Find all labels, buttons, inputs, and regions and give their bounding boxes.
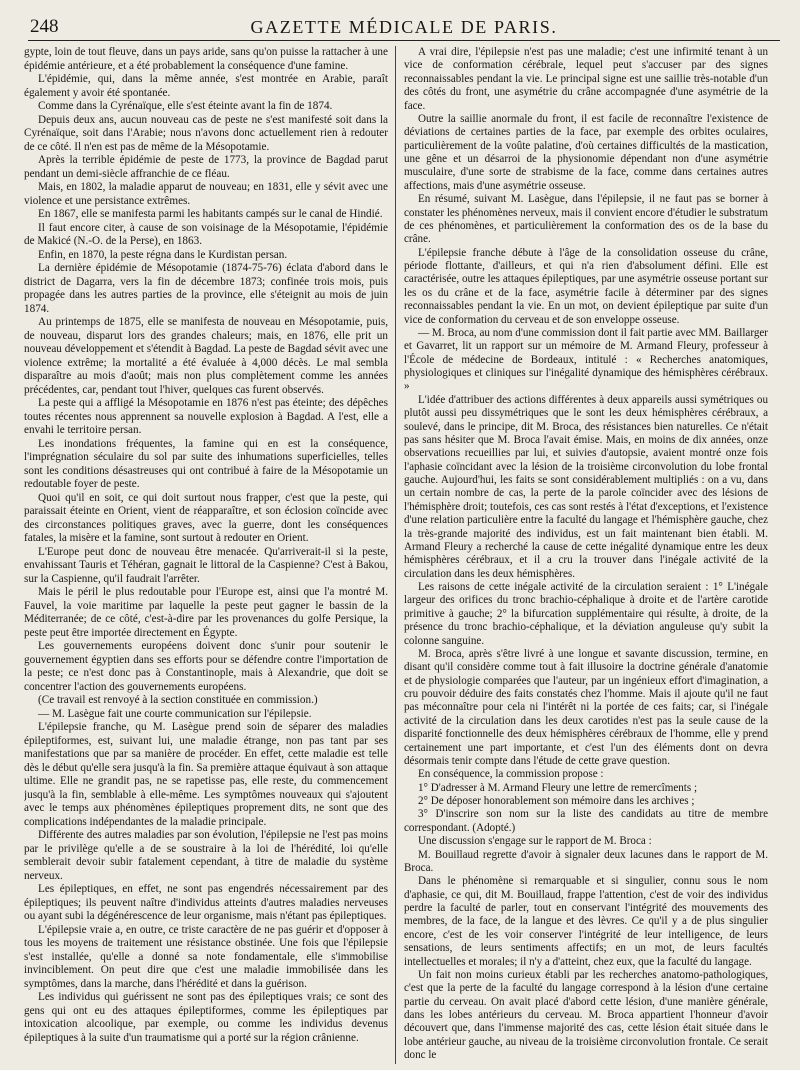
paragraph: 3° D'inscrire son nom sur la liste des candidats au titre de membre correspondant. (Adopté.) [404, 808, 768, 834]
paragraph: A vrai dire, l'épilepsie n'est pas une maladie; c'est une infirmité tenant à un vice de conformation cérébrale, lequel peut s'accuser par des signes reconnaissables pendant la vie. Le principal signe est une saillie très-notable d'un des côtés du front, une asymétrie du crâne accompagnée d'une asymétrie de la face. [404, 46, 768, 112]
paragraph: En conséquence, la commission propose : [418, 768, 604, 781]
paragraph: Les individus qui guérissent ne sont pas des épileptiques vrais; ce sont des gens qui ont eu des attaques épileptiformes, comme les épileptiques par intoxication alcoolique, par exemple, ou comme les individus devenus épileptiques à la suite d'un traumatisme qui a porté sur la région crânienne. [24, 991, 388, 1044]
paragraph: L'épidémie, qui, dans la même année, s'est montrée en Arabie, paraît également y avoir été spontanée. [24, 73, 388, 99]
paragraph: L'Europe peut donc de nouveau être menacée. Qu'arriverait-il si la peste, envahissant Tauris et Téhéran, gagnait le littoral de la Caspienne? C'est à Bakou, sur la Caspienne, qu'il faudrait l'arrêter. [24, 545, 388, 585]
paragraph: — M. Lasègue fait une courte communication sur l'épilepsie. [38, 707, 312, 720]
paragraph: gypte, loin de tout fleuve, dans un pays aride, sans qu'on puisse la rattacher à une épidémie antérieure, et a été probablement la conséquence d'une famine. [24, 46, 388, 72]
paragraph: Au printemps de 1875, elle se manifesta de nouveau en Mésopotamie, puis, de nouveau, disparut lors des grandes chaleurs; mais, en 1876, elle prit un nouveau développement et s'étendit à Bagdad. La peste de Bagdad sévit avec une violence extrême; la mortalité a été évaluée à 4,000 décès. Le mal sembla disparaître au mois d'août; mais non plus complètement comme les années précédentes, car, pendant tout l'hiver, quelques cas furent observés. [24, 316, 388, 396]
paragraph: Les raisons de cette inégale activité de la circulation seraient : 1° L'inégale largeur des orifices du tronc brachio-céphalique à droite et de l'artère carotide primitive à gauche; 2° la bifurcation supplémentaire qui résulte, à droite, de la présence du tronc brachio-céphalique, et la déviation anguleuse qu'y subit la colonne sanguine. [404, 581, 768, 647]
paragraph: Dans le phénomène si remarquable et si singulier, connu sous le nom d'aphasie, ce qui, dit M. Bouillaud, frappe l'attention, c'est de voir des individus perdre la faculté de parler, tout en conservant l'intégrité des mouvements des membres, de la face, de la langue et des lèvres. Ce qu'il y a de plus singulier encore, c'est de les voir conserver l'intégrité de leur intelligence, de leurs sensations, de leurs sentiments affectifs; en un mot, de leurs facultés intellectuelles et morales; il n'y a d'atteint, chez eux, que la faculté du langage. [404, 875, 768, 968]
paragraph: M. Broca, après s'être livré à une longue et savante discussion, termine, en disant qu'il considère comme tout à fait illusoire la doctrine générale d'anatomie et de physiologie comparées que l'auteur, par un ingénieux effort d'imagination, a cru pouvoir déduire des faits constatés chez l'homme. Mais il ajoute qu'il ne faut pas méconnaître pour cela ni l'intérêt ni la portée de ces faits; car, si l'inégale activité de la circulation dans les deux carotides n'est pas la seule cause de la disparité fonctionnelle des deux hémisphères cérébraux de l'homme, elle y prend certainement une part importante, et c'est l'un des éléments dont on devra désormais tenir compte dans l'étude de cette grave question. [404, 647, 768, 767]
paragraph: Mais le péril le plus redoutable pour l'Europe est, ainsi que l'a montré M. Fauvel, la voie maritime par laquelle la peste peut gagner le bassin de la Méditerranée; de ce côté, c'est-à-dire par les provenances du golfe Persique, la peste peut être importée directement en Égypte. [24, 586, 388, 639]
paragraph: Il faut encore citer, à cause de son voisinage de la Mésopotamie, l'épidémie de Makicé (N.-O. de la Perse), en 1863. [24, 221, 388, 247]
paragraph: Les inondations fréquentes, la famine qui en est la conséquence, l'imprégnation séculaire du sol par suite des inhumations superficielles, telles sont les conditions désastreuses qui ont contribué à faire de la Mésopotamie un redoutable foyer de peste. [24, 437, 388, 490]
column-divider [395, 46, 396, 1064]
paragraph: Les épileptiques, en effet, ne sont pas engendrés nécessairement par des épileptiques; ils peuvent naître d'individus atteints d'autres maladies nerveuses ou ayant subi la dégénérescence de leur organisme, mais n'étant pas épileptiques. [24, 883, 388, 922]
paragraph: Après la terrible épidémie de peste de 1773, la province de Bagdad parut pendant un demi-siècle affranchie de ce fléau. [24, 154, 388, 180]
paragraph: La dernière épidémie de Mésopotamie (1874-75-76) éclata d'abord dans le district de Dagarra, vers la fin de décembre 1873; confinée trois mois, puis propagée dans les autres parties de la province, elle s'éteignit au mois de juin 1874. [24, 262, 388, 315]
paragraph: Comme dans la Cyrénaïque, elle s'est éteinte avant la fin de 1874. [38, 100, 333, 112]
paragraph: Les gouvernements européens doivent donc s'unir pour soutenir le gouvernement égyptien dans ses efforts pour se défendre contre l'importation de la peste; ce n'est donc pas à Constantinople, mais à Alexandrie, que doit se concentrer l'action des gouvernements européens. [24, 640, 388, 693]
paragraph: — M. Broca, au nom d'une commission dont il fait partie avec MM. Baillarger et Gavarret, lit un rapport sur un mémoire de M. Armand Fleury, professeur à l'École de médecine de Bordeaux, intitulé : « Recherches anatomiques, physiologiques et cliniques sur l'inégalité dynamique des hémisphères cérébraux. » [404, 326, 768, 393]
page-header [28, 14, 780, 41]
paragraph: Quoi qu'il en soit, ce qui doit surtout nous frapper, c'est que la peste, qui paraissait éteinte en Orient, vient de réapparaître, et son éclosion coïncide avec des circonstances politiques graves, avec la guerre, dont les conséquences fatales, la misère et la famine, sont surtout à redouter en Orient. [24, 491, 388, 544]
paragraph: Depuis deux ans, aucun nouveau cas de peste ne s'est manifesté soit dans la Cyrénaïque, soit dans l'Arabie; nous n'avons donc actuellement rien à redouter de ce côté. Il n'en est pas de même de la Mésopotamie. [24, 113, 388, 153]
paragraph: 2° De déposer honorablement son mémoire dans les archives ; [418, 795, 695, 807]
paragraph: Une discussion s'engage sur le rapport de M. Broca : [418, 835, 652, 848]
paragraph: L'idée d'attribuer des actions différentes à deux appareils aussi symétriques ou plutôt aussi peu dissymétriques que le sont les deux hémisphères cérébraux, a soulevé, dans le principe, dit M. Broca, des résistances bien naturelles. Ce n'était pas sans hésiter que M. Broca l'avait émise. Mais, en moins de dix années, onze observations recueillies par lui, et suivies d'autopsie, avaient montré onze fois l'aphasie coïncidant avec la lésion de la troisième circonvolution du lobe frontal gauche. Aujourd'hui, les faits se sont considérablement multipliés : on a vu, dans un certain nombre de cas, la perte de la parole coïncider avec des lésions de l'hémisphère droit; toutefois, ces cas sont restés à l'état d'exceptions, et l'existence d'une relation particulière entre la faculté du langage et l'hémisphère gauche, chez la très-grande majorité des individus, est un fait maintenant bien établi. M. Armand Fleury a recherché la cause de cette inégalité dynamique entre les deux hémisphères cérébraux, et il a cru la trouver dans l'inégale activité de la circulation dans les deux hémisphères. [404, 393, 768, 580]
paragraph: Mais, en 1802, la maladie apparut de nouveau; en 1831, elle y sévit avec une violence et une persistance extrêmes. [24, 181, 388, 207]
paragraph: Différente des autres maladies par son évolution, l'épilepsie ne l'est pas moins par le privilège qu'elle a de se soustraire à la loi de l'hérédité, loi qu'elle semblerait devoir subir fatalement cependant, à titre de maladie du système nerveux. [24, 829, 388, 882]
paragraph: Un fait non moins curieux établi par les recherches anatomo-pathologiques, c'est que la perte de la faculté du langage correspond à la lésion d'une certaine partie du cerveau. On avait placé d'abord cette lésion, d'une manière générale, dans les lobes antérieurs du cerveau. M. Broca appartient l'honneur d'avoir découvert que, dans l'immense majorité des cas, cette lésion était située dans le lobe antérieur gauche, au niveau de la troisième circonvolution frontale. Ce serait donc le [404, 968, 768, 1062]
paragraph: M. Bouillaud regrette d'avoir à signaler deux lacunes dans le rapport de M. Broca. [404, 848, 768, 874]
paragraph: La peste qui a affligé la Mésopotamie en 1876 n'est pas éteinte; des dépêches toutes récentes nous apprennent sa nouvelle explosion à Bagdad. A l'est, elle a envahi le territoire persan. [24, 397, 388, 436]
left-column [24, 46, 388, 1064]
right-column [404, 46, 768, 1064]
paragraph: (Ce travail est renvoyé à la section constituée en commission.) [38, 694, 318, 706]
paragraph: 1° D'adresser à M. Armand Fleury une lettre de remercîments ; [418, 781, 698, 794]
paragraph: Outre la saillie anormale du front, il est facile de reconnaître l'existence de déviations de certaines parties de la face, par exemple des orbites oculaires, particulièrement de la voûte palatine, d'où certaines difficultés de la mastication, une gêne et un désarroi de la physionomie dépendant non d'une asymétrie musculaire, d'une sorte de strabisme de la face, comme dans certaines autres affections, mais d'une asymétrie osseuse. [404, 112, 768, 192]
paragraph: En 1867, elle se manifesta parmi les habitants campés sur le canal de Hindié. [38, 208, 383, 220]
journal-title: GAZETTE MÉDICALE DE PARIS. [250, 17, 558, 37]
paragraph: L'épilepsie vraie a, en outre, ce triste caractère de ne pas guérir et d'opposer à tous les moyens de traitement une résistance obstinée. Une fois que l'épilepsie s'est installée, qu'elle a donné sa note fondamentale, elle s'immobilise invinciblement. On peut dire que c'est une maladie immobilisée dans les symptômes, dans la marche, dans l'hérédité et dans la guérison. [24, 923, 388, 990]
paragraph: En résumé, suivant M. Lasègue, dans l'épilepsie, il ne faut pas se borner à constater les phénomènes nerveux, mais il convient encore d'étudier le substratum de ces phénomènes, et particulièrement la conformation des os de la base du crâne. [404, 193, 768, 246]
page-number: 248 [30, 16, 59, 37]
paragraph: L'épilepsie franche débute à l'âge de la consolidation osseuse du crâne, période flottante, d'ailleurs, et qui n'a rien d'absolument défini. Elle est caractérisée, outre les attaques épileptiques, par une asymétrie osseuse portant sur les os du crâne et de la face, asymétrie facile à déterminer par des signes reconnaissables pendant la vie. En un mot, on devient épileptique par suite d'un vice de conformation du cerveau et de son enveloppe osseuse. [404, 246, 768, 326]
paragraph: L'épilepsie franche, qu M. Lasègue prend soin de séparer des maladies épileptiformes, est, suivant lui, une maladie étrange, non pas tant par ses manifestations que par sa manière de procéder. En effet, cette maladie est telle dès le début qu'elle sera jusqu'à la fin. Sa première attaque équivaut à son attaque ultime. Elle ne grandit pas, ne se rapetisse pas, elle reste, du commencement jusqu'à la fin, semblable à elle-même. Les symptômes nouveaux qui s'ajoutent avec le temps aux phénomènes épileptiques proprement dits, ne sont que des complications indépendantes de la maladie principale. [24, 721, 388, 828]
paragraph: Enfin, en 1870, la peste régna dans le Kurdistan persan. [38, 248, 288, 261]
